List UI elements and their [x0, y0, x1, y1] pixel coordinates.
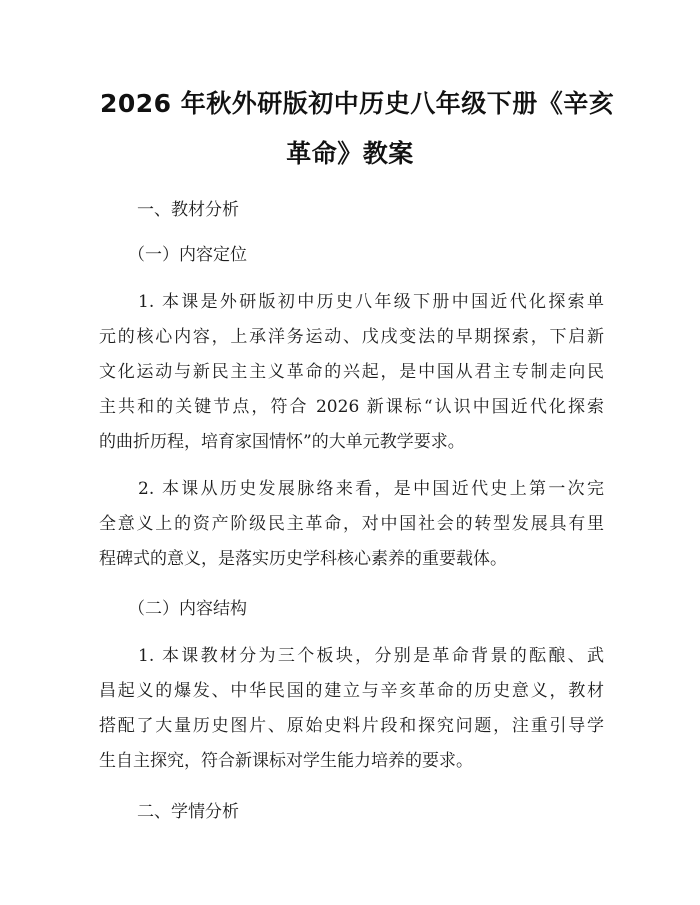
paragraph-line: 1. 本课是外研版初中历史八年级下册中国近代化探索单	[138, 292, 604, 312]
subsection-heading-content-structure: （二）内容结构	[128, 599, 247, 619]
document-title-line-2: 革命》教案	[286, 139, 414, 168]
paragraph-line: 的曲折历程，培育家国情怀”的大单元教学要求。	[99, 432, 465, 452]
paragraph-line: 昌起义的爆发、中华民国的建立与辛亥革命的历史意义，教材	[99, 681, 604, 701]
paragraph-line: 程碑式的意义，是落实历史学科核心素养的重要载体。	[99, 549, 507, 569]
subsection-heading-content-positioning: （一）内容定位	[128, 245, 247, 265]
section-heading-learner-analysis: 二、学情分析	[137, 802, 239, 822]
paragraph-line: 文化运动与新民主主义革命的兴起，是中国从君主专制走向民	[99, 362, 604, 382]
paragraph-line: 搭配了大量历史图片、原始史料片段和探究问题，注重引导学	[99, 716, 604, 736]
paragraph-line: 生自主探究，符合新课标对学生能力培养的要求。	[99, 751, 473, 771]
paragraph-line: 2. 本课从历史发展脉络来看，是中国近代史上第一次完	[138, 479, 604, 499]
document-title-line-1: 2026 年秋外研版初中历史八年级下册《辛亥	[100, 89, 615, 118]
paragraph-line: 主共和的关键节点，符合 2026 新课标“认识中国近代化探索	[99, 397, 604, 417]
paragraph-line: 全意义上的资产阶级民主革命，对中国社会的转型发展具有里	[99, 514, 604, 534]
paragraph-line: 1. 本课教材分为三个板块，分别是革命背景的酝酿、武	[138, 646, 604, 666]
paragraph-line: 元的核心内容，上承洋务运动、戊戌变法的早期探索，下启新	[99, 327, 604, 347]
section-heading-teaching-material-analysis: 一、教材分析	[137, 200, 239, 220]
